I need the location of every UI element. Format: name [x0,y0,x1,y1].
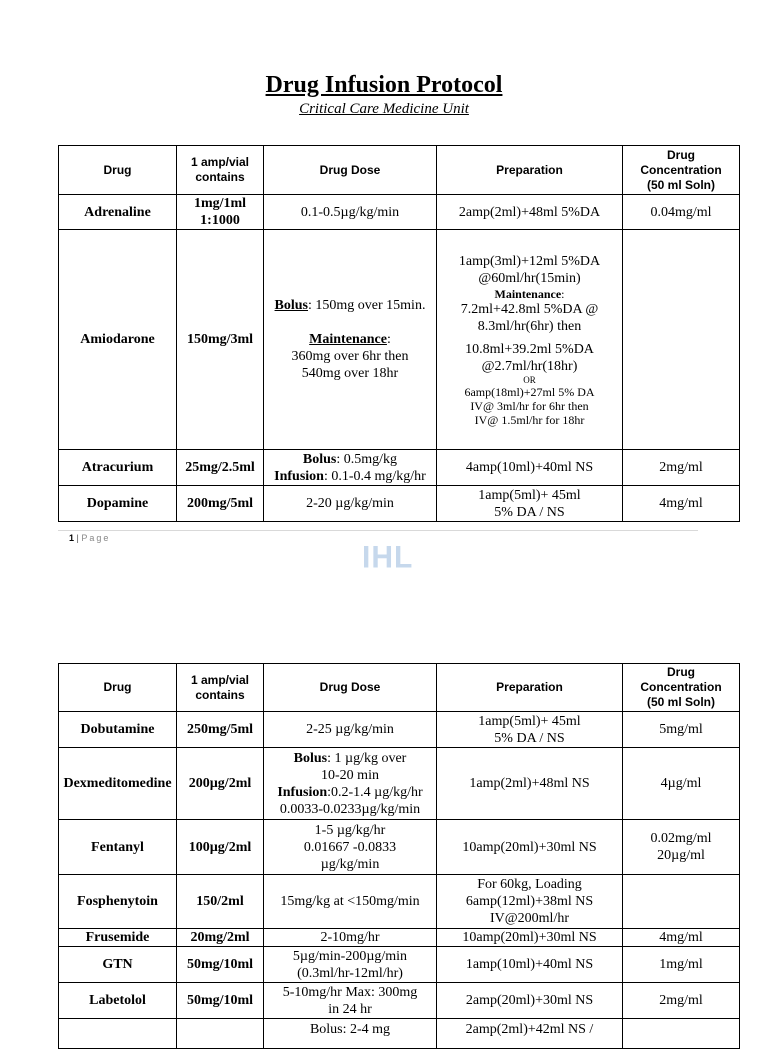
drug-dose: 15mg/kg at <150mg/min [264,875,437,929]
preparation: 2amp(20ml)+30ml NS [437,983,623,1019]
page-subtitle: Critical Care Medicine Unit [299,101,469,117]
drug-dose: Bolus: 0.5mg/kg Infusion: 0.1-0.4 mg/kg/hr [264,450,437,486]
amp-contents: 25mg/2.5ml [177,450,264,486]
concentration: 2mg/ml [623,450,740,486]
amp-contents: 20mg/2ml [177,929,264,947]
drug-name: Adrenaline [59,195,177,230]
preparation: 1amp(3ml)+12ml 5%DA @60ml/hr(15min) Maintenance: 7.2ml+42.8ml 5%DA @ 8.3ml/hr(6hr) then 10.8ml+39.2ml 5%DA @2.7ml/hr(18hr) OR 6amp(18ml)+27ml 5% DA IV@ 3ml/hr for 6hr then IV@ 1.5ml/hr for 18hr [437,230,623,450]
amp-contents: 50mg/10ml [177,983,264,1019]
concentration: 2mg/ml [623,983,740,1019]
concentration: 5mg/ml [623,712,740,748]
table-row [59,929,740,947]
table-header-row [59,664,740,712]
drug-name: Frusemide [59,929,177,947]
drug-name: Dexmeditomedine [59,748,177,820]
concentration: 0.02mg/ml 20µg/ml [623,820,740,875]
drug-name: Atracurium [59,450,177,486]
col-header-concentration: Drug Concentration (50 ml Soln) [623,146,740,195]
table-row [59,983,740,1019]
drug-name: Dopamine [59,486,177,522]
drug-dose: 5-10mg/hr Max: 300mg in 24 hr [264,983,437,1019]
preparation: 1amp(2ml)+48ml NS [437,748,623,820]
col-header-drug: Drug [59,146,177,195]
drug-name: Amiodarone [59,230,177,450]
table-row [59,1019,740,1049]
concentration [623,1019,740,1049]
concentration [623,230,740,450]
drug-name: GTN [59,947,177,983]
drug-name: Fentanyl [59,820,177,875]
concentration [623,875,740,929]
amp-contents [177,1019,264,1049]
table-row [59,947,740,983]
preparation: 1amp(10ml)+40ml NS [437,947,623,983]
drug-dose: 1-5 µg/kg/hr 0.01667 -0.0833 µg/kg/min [264,820,437,875]
amp-contents: 200mg/5ml [177,486,264,522]
preparation: 10amp(20ml)+30ml NS [437,929,623,947]
watermark-logo: IHL [362,540,414,575]
drug-dose: Bolus: 2-4 mg [264,1019,437,1049]
table-row [59,820,740,875]
concentration: 4mg/ml [623,929,740,947]
footer-divider [58,530,698,531]
table-row [59,875,740,929]
col-header-preparation: Preparation [437,146,623,195]
amp-contents: 150/2ml [177,875,264,929]
concentration: 4mg/ml [623,486,740,522]
drug-dose: Bolus: 1 µg/kg over 10-20 min Infusion:0.2-1.4 µg/kg/hr 0.0033-0.0233µg/kg/min [264,748,437,820]
preparation: 2amp(2ml)+48ml 5%DA [437,195,623,230]
drug-dose: 2-20 µg/kg/min [264,486,437,522]
infusion-table-1 [58,145,740,522]
concentration: 1mg/ml [623,947,740,983]
table-row [59,450,740,486]
preparation: 4amp(10ml)+40ml NS [437,450,623,486]
drug-name: Dobutamine [59,712,177,748]
drug-name: Labetolol [59,983,177,1019]
drug-name [59,1019,177,1049]
page-title: Drug Infusion Protocol [265,72,503,98]
table-row [59,748,740,820]
amp-contents: 150mg/3ml [177,230,264,450]
col-header-amp: 1 amp/vial contains [177,664,264,712]
drug-dose: 2-25 µg/kg/min [264,712,437,748]
drug-dose: Bolus: 150mg over 15min. Maintenance: 360mg over 6hr then 540mg over 18hr [264,230,437,450]
amp-contents: 250mg/5ml [177,712,264,748]
table-row [59,486,740,522]
table-header-row [59,146,740,195]
amp-contents: 50mg/10ml [177,947,264,983]
drug-dose: 2-10mg/hr [264,929,437,947]
concentration: 4µg/ml [623,748,740,820]
preparation: 1amp(5ml)+ 45ml 5% DA / NS [437,712,623,748]
table-row [59,712,740,748]
table-row [59,195,740,230]
table-row [59,230,740,450]
preparation: 2amp(2ml)+42ml NS / [437,1019,623,1049]
col-header-dose: Drug Dose [264,146,437,195]
drug-dose: 0.1-0.5µg/kg/min [264,195,437,230]
concentration: 0.04mg/ml [623,195,740,230]
drug-name: Fosphenytoin [59,875,177,929]
preparation: 1amp(5ml)+ 45ml 5% DA / NS [437,486,623,522]
preparation: For 60kg, Loading 6amp(12ml)+38ml NS IV@200ml/hr [437,875,623,929]
col-header-amp: 1 amp/vial contains [177,146,264,195]
infusion-table-2 [58,663,740,1049]
col-header-concentration: Drug Concentration (50 ml Soln) [623,664,740,712]
preparation: 10amp(20ml)+30ml NS [437,820,623,875]
amp-contents: 100µg/2ml [177,820,264,875]
col-header-dose: Drug Dose [264,664,437,712]
col-header-drug: Drug [59,664,177,712]
page-number: 1 | Page [69,533,111,543]
drug-dose: 5µg/min-200µg/min (0.3ml/hr-12ml/hr) [264,947,437,983]
amp-contents: 1mg/1ml 1:1000 [177,195,264,230]
amp-contents: 200µg/2ml [177,748,264,820]
col-header-preparation: Preparation [437,664,623,712]
